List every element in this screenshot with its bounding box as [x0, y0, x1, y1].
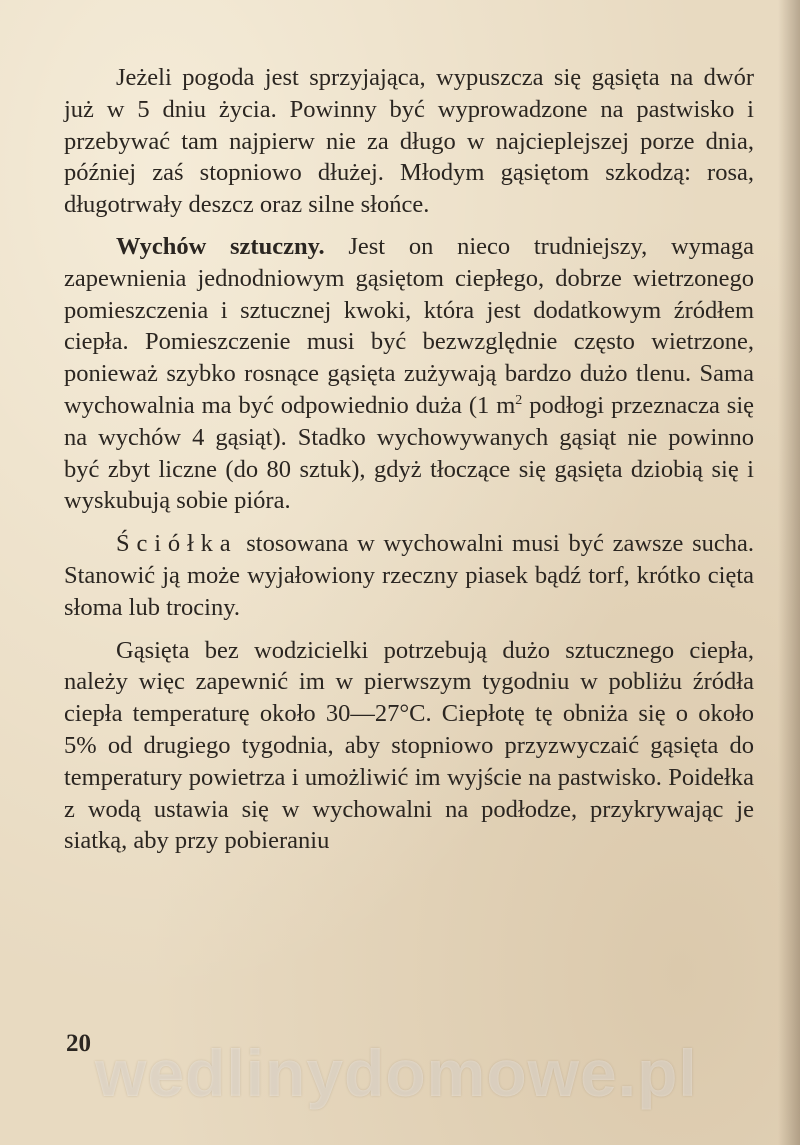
page-spine-shadow [778, 0, 800, 1145]
watermark: wedlinydomowe.pl [95, 1036, 698, 1110]
paragraph-text: Jeżeli pogoda jest sprzyjająca, wypuszcza się gąsięta na dwór już w 5 dniu życia. Powinny być wyprowadzone na pastwisko i przebywać tam najpierw nie za długo w najcieplejszej porze dnia, później zaś stopniowo dłużej. Młodym gąsiętom szkodzą: rosa, długotrwały deszcz oraz silne słońce. [64, 64, 754, 219]
section-heading-artificial-rearing: Wychów sztuczny. [116, 232, 325, 260]
paragraph-1 [64, 62, 754, 221]
section-heading-litter: Ściółka [116, 530, 238, 558]
paragraph-text: Gąsięta bez wodzicielki potrzebują dużo sztucznego ciepła, należy więc zapewnić im w pierwszym tygodniu w pobliżu źródła ciepła temperaturę około 30—27°C. Ciepłotę tę obniża się o około 5% od drugiego tygodnia, aby stopniowo przyzwyczaić gąsięta do temperatury powietrza i umożliwić im wyjście na pastwisko. Poidełka z wodą ustawia się w wychowalni na podłodze, przykrywając je siatką, aby przy pobieraniu [64, 636, 754, 855]
paragraph-4 [64, 635, 754, 858]
page-number: 20 [66, 1030, 91, 1057]
paragraph-text: Jest on nieco trudniejszy, wymaga zapewnienia jednodniowym gąsiętom ciepłego, dobrze wietrzonego pomieszczenia i sztucznej kwoki, która jest dodatkowym źródłem ciepła. Pomieszczenie musi być bezwzględnie często wietrzone, ponieważ szybko rosnące gąsięta zużywają bardzo dużo tlenu. Sama wychowalnia ma być odpowiednio duża (1 m [64, 232, 755, 419]
paragraph-3 [64, 528, 754, 623]
paragraph-text-continued: podłogi przeznacza się na wychów 4 gąsiąt). Stadko wychowywanych gąsiąt nie powinno być zbyt liczne (do 80 sztuk), gdyż tłoczące się gąsięta dziobią się i wyskubują sobie pióra. [64, 391, 755, 515]
paragraph-2 [64, 231, 754, 517]
body-text [64, 62, 754, 868]
paragraph-text: stosowana w wychowalni musi być zawsze sucha. Stanowić ją może wyjałowiony rzeczny piasek bądź torf, krótko cięta słoma lub trociny. [64, 530, 754, 621]
superscript: 2 [515, 392, 523, 408]
